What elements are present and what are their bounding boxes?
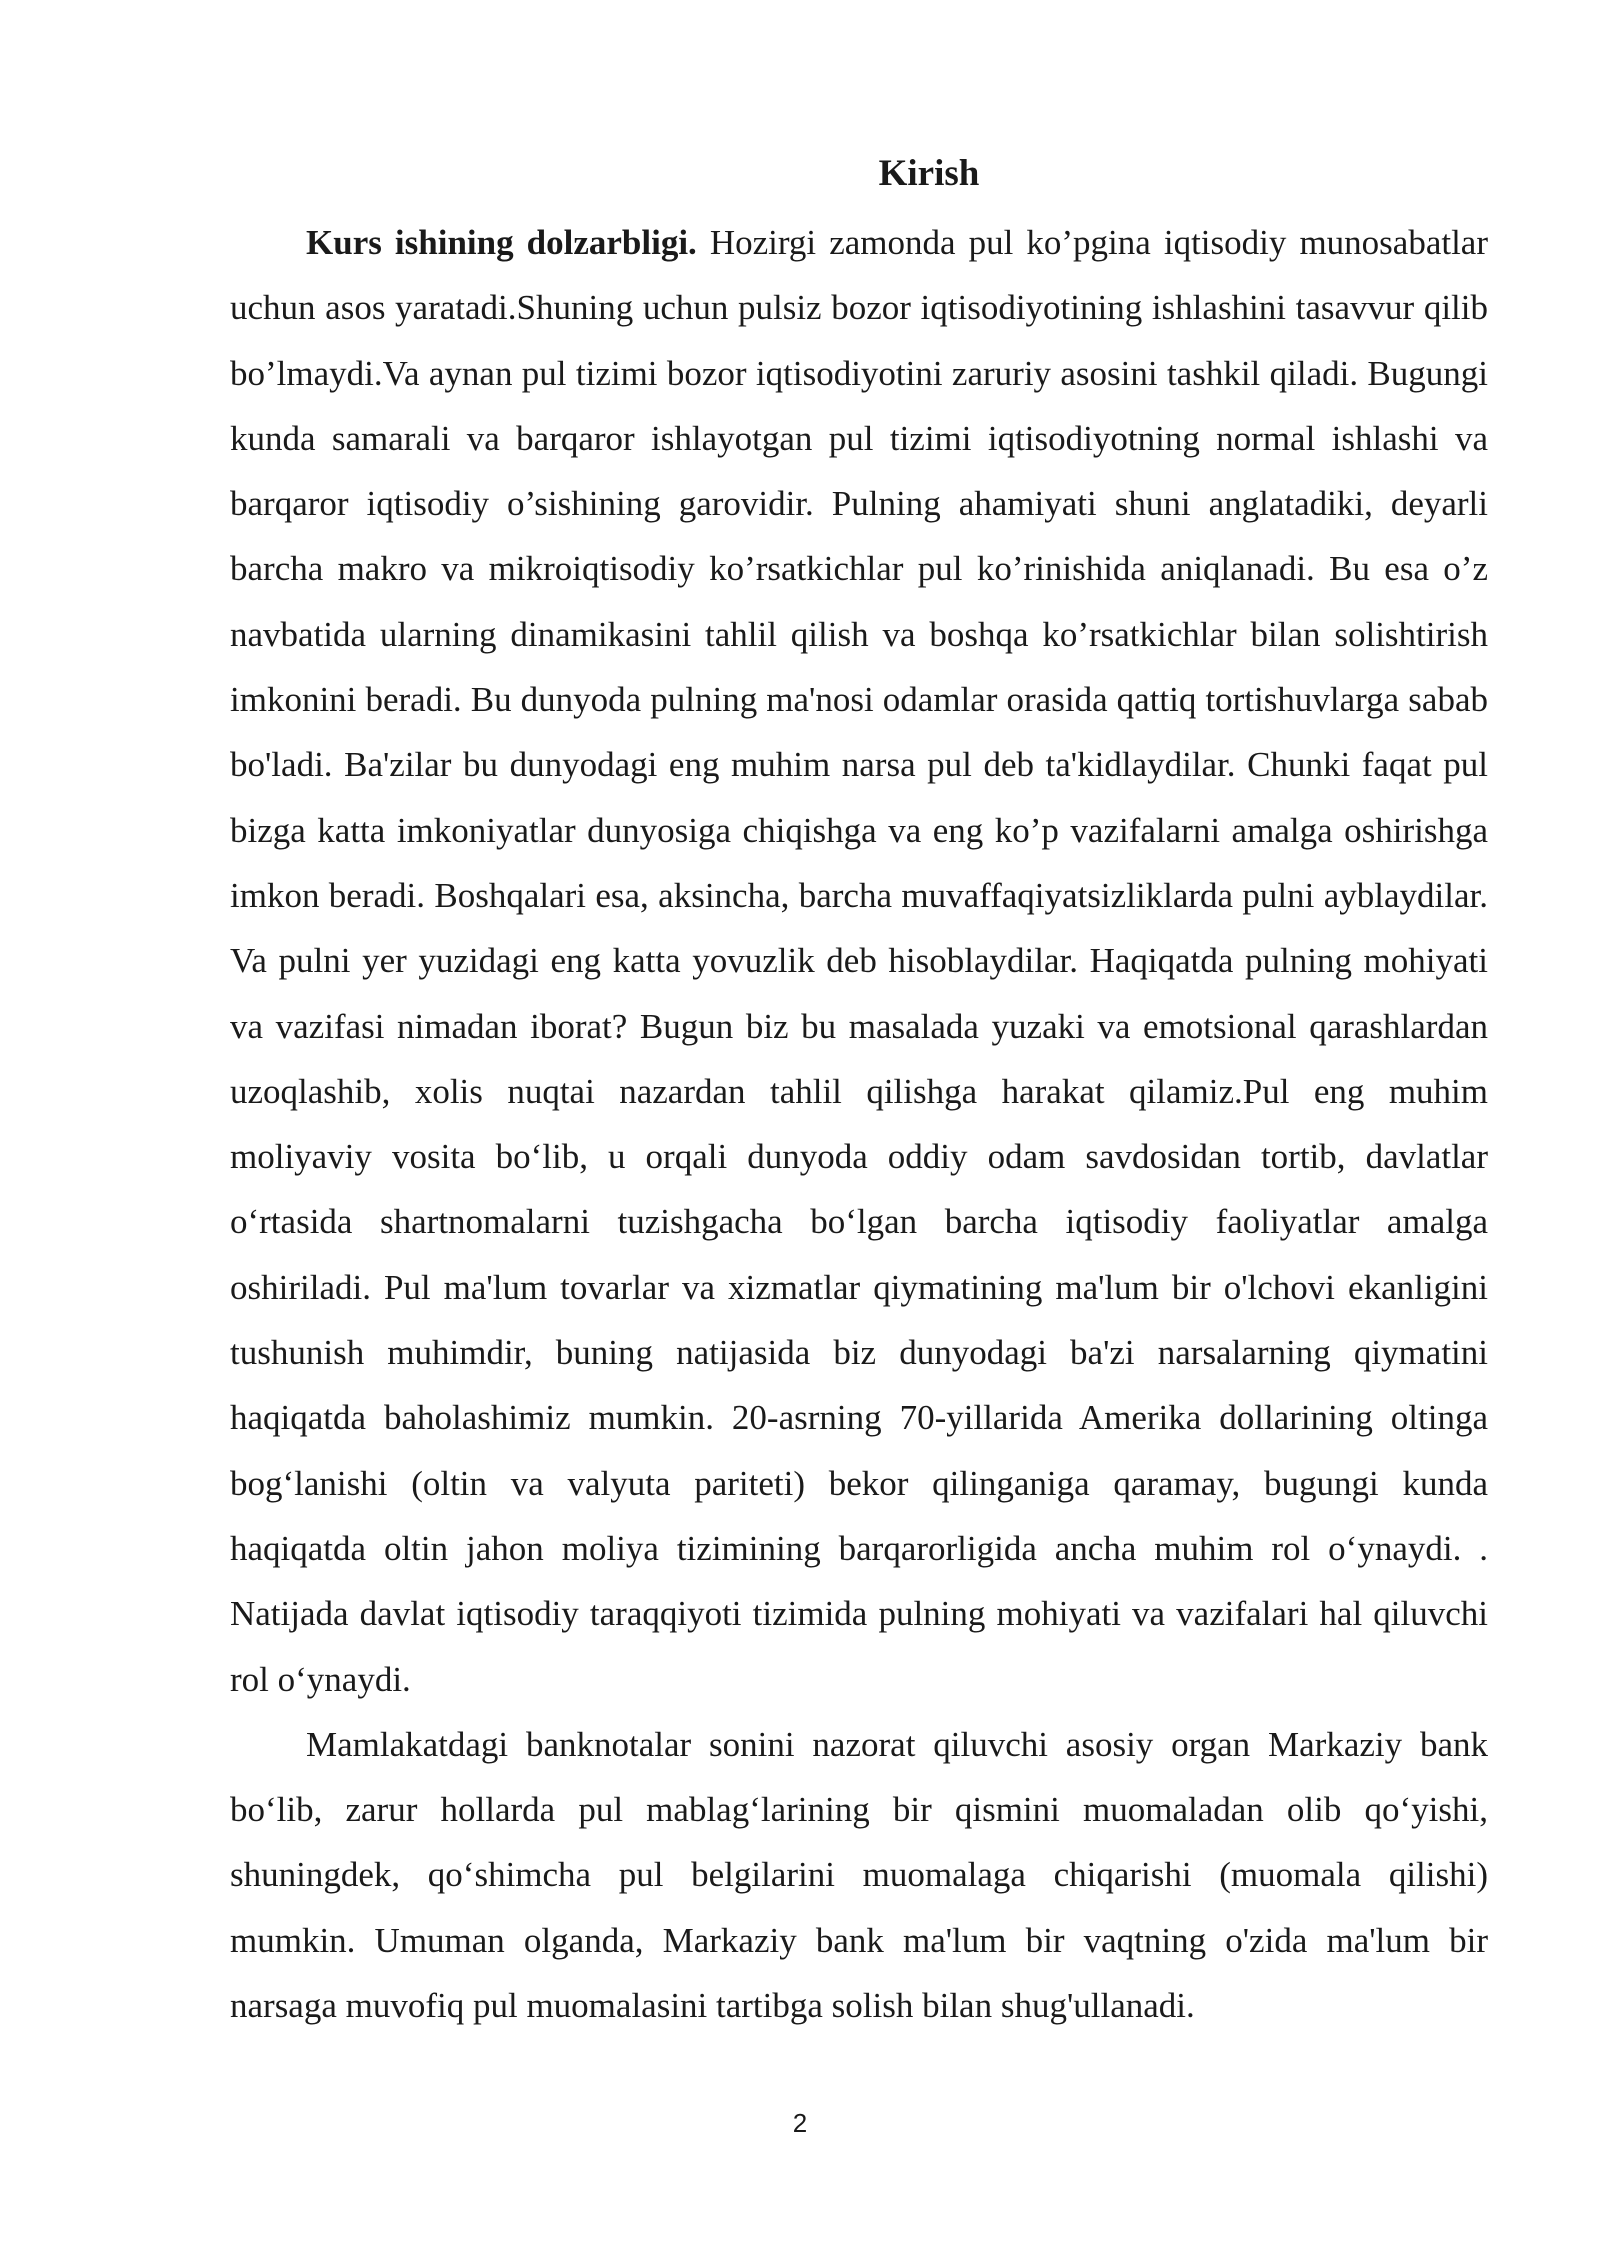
intro-paragraph-text: Hozirgi zamonda pul ko’pgina iqtisodiy munosabatlar uchun asos yaratadi.Shuning uchun pulsiz bozor iqtisodiyotining ishlashini tasavvur qilib bo’lmaydi.Va aynan pul tizimi bozor iqtisodiyotini zaruriy asosini tashkil qiladi. Bugungi kunda samarali va barqaror ishlayotgan pul tizimi iqtisodiyotning normal ishlashi va barqaror iqtisodiy o’sishining garovidir. Pulning ahamiyati shuni anglatadiki, deyarli barcha makro va mikroiqtisodiy ko’rsatkichlar pul ko’rinishida aniqlanadi. Bu esa o’z navbatida ularning dinamikasini tahlil qilish va boshqa ko’rsatkichlar bilan solishtirish imkonini beradi. Bu dunyoda pulning ma'nosi odamlar orasida qattiq tortishuvlarga sabab bo'ladi. Ba'zilar bu dunyodagi eng muhim narsa pul deb ta'kidlaydilar. Chunki faqat pul bizga katta imkoniyatlar dunyosiga chiqishga va eng ko’p vazifalarni amalga oshirishga imkon beradi. Boshqalari esa, aksincha, barcha muvaffaqiyatsizliklarda pulni ayblaydilar. Va pulni yer yuzidagi eng katta yovuzlik deb hisoblaydilar. Haqiqatda pulning mohiyati va vazifasi nimadan iborat? Bugun biz bu masalada yuzaki va emotsional qarashlardan uzoqlashib, xolis nuqtai nazardan tahlil qilishga harakat qilamiz.Pul eng muhim moliyaviy vosita bo‘lib, u orqali dunyoda oddiy odam savdosidan tortib, davlatlar o‘rtasida shartnomalarni tuzishgacha bo‘lgan barcha iqtisodiy faoliyatlar amalga oshiriladi. Pul ma'lum tovarlar va xizmatlar qiymatining ma'lum bir o'lchovi ekanligini tushunish muhimdir, buning natijasida biz dunyodagi ba'zi narsalarning qiymatini haqiqatda baholashimiz mumkin. 20-asrning 70-yillarida Amerika dollarining oltinga bog‘lanishi (oltin va valyuta pariteti) bekor qilinganiga qaramay, bugungi kunda haqiqatda oltin jahon moliya tizimining barqarorligida ancha muhim rol o‘ynaydi. . Natijada davlat iqtisodiy taraqqiyoti tizimida pulning mohiyati va vazifalari hal qiluvchi rol o‘ynaydi.: [230, 223, 1488, 1699]
paragraph-lead-heading: Kurs ishining dolzarbligi.: [306, 223, 697, 262]
central-bank-paragraph: [230, 1712, 1488, 2038]
central-bank-paragraph-text: Mamlakatdagi banknotalar sonini nazorat qiluvchi asosiy organ Markaziy bank bo‘lib, zarur hollarda pul mablag‘larining bir qismini muomaladan olib qo‘yishi, shuningdek, qo‘shimcha pul belgilarini muomalaga chiqarishi (muomala qilishi) mumkin. Umuman olganda, Markaziy bank ma'lum bir vaqtning o'zida ma'lum bir narsaga muvofiq pul muomalasini tartibga solish bilan shug'ullanadi.: [230, 1724, 1488, 2026]
page-title: Kirish: [878, 153, 980, 194]
page-content: [230, 148, 1488, 2038]
page-number: 2: [792, 2108, 808, 2138]
intro-paragraph: [230, 210, 1488, 1712]
